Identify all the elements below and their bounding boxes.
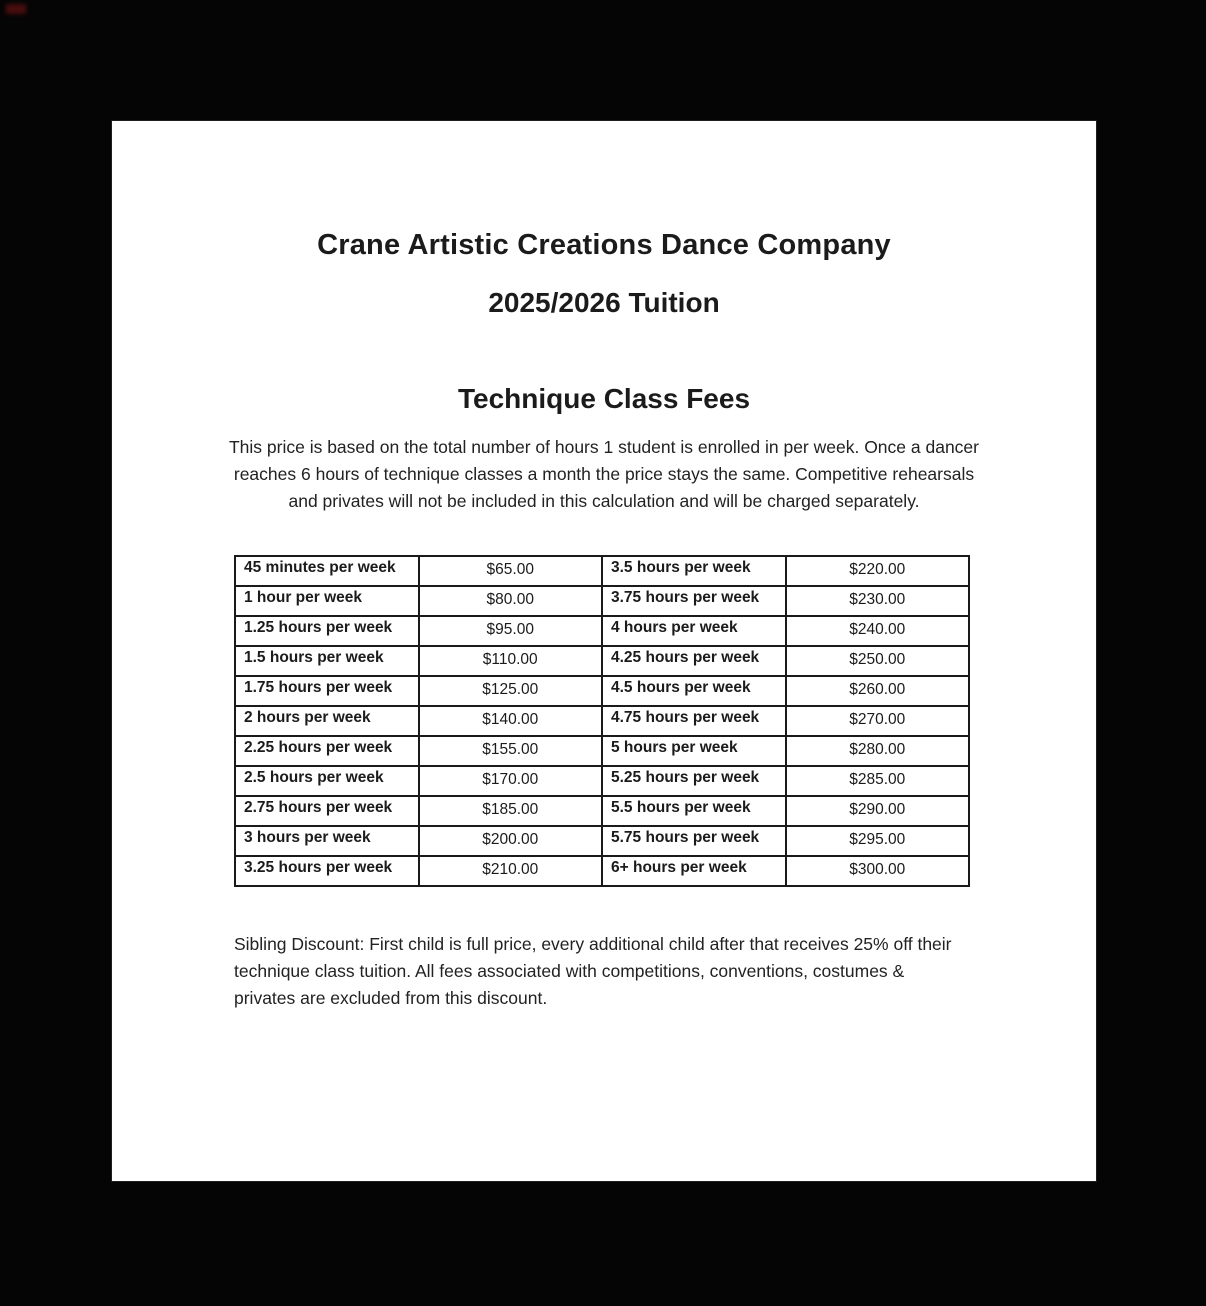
price-cell: $280.00	[786, 736, 970, 766]
price-cell: $230.00	[786, 586, 970, 616]
document-title: Crane Artistic Creations Dance Company	[317, 229, 891, 261]
duration-cell: 3.25 hours per week	[235, 856, 419, 886]
price-cell: $170.00	[419, 766, 603, 796]
price-cell: $110.00	[419, 646, 603, 676]
price-cell: $270.00	[786, 706, 970, 736]
table-row	[235, 616, 969, 646]
price-cell: $210.00	[419, 856, 603, 886]
table-row	[235, 736, 969, 766]
duration-cell: 4 hours per week	[602, 616, 786, 646]
table-row	[235, 676, 969, 706]
duration-cell: 5.5 hours per week	[602, 796, 786, 826]
document-subtitle: 2025/2026 Tuition	[488, 287, 720, 318]
duration-cell: 6+ hours per week	[602, 856, 786, 886]
document-page	[111, 120, 1097, 1182]
price-cell: $200.00	[419, 826, 603, 856]
duration-cell: 2 hours per week	[235, 706, 419, 736]
table-row	[235, 586, 969, 616]
price-cell: $185.00	[419, 796, 603, 826]
price-cell: $250.00	[786, 646, 970, 676]
table-row	[235, 556, 969, 586]
table-row	[235, 706, 969, 736]
duration-cell: 3 hours per week	[235, 826, 419, 856]
table-row	[235, 796, 969, 826]
screen-corner-artifact	[6, 4, 26, 14]
price-cell: $260.00	[786, 676, 970, 706]
duration-cell: 1.25 hours per week	[235, 616, 419, 646]
duration-cell: 1.75 hours per week	[235, 676, 419, 706]
duration-cell: 2.5 hours per week	[235, 766, 419, 796]
price-cell: $220.00	[786, 556, 970, 586]
duration-cell: 5.25 hours per week	[602, 766, 786, 796]
price-cell: $240.00	[786, 616, 970, 646]
price-cell: $140.00	[419, 706, 603, 736]
duration-cell: 5 hours per week	[602, 736, 786, 766]
intro-paragraph: This price is based on the total number of hours 1 student is enrolled in per week. Once a dancer reaches 6 hours of technique classes a month the price stays the same. Competitive rehearsals and privates will not be included in this calculation and will be charged separately.	[228, 437, 979, 511]
document-content	[111, 120, 1097, 1182]
duration-cell: 3.75 hours per week	[602, 586, 786, 616]
table-row	[235, 646, 969, 676]
price-cell: $295.00	[786, 826, 970, 856]
duration-cell: 4.25 hours per week	[602, 646, 786, 676]
duration-cell: 5.75 hours per week	[602, 826, 786, 856]
table-row	[235, 856, 969, 886]
duration-cell: 2.25 hours per week	[235, 736, 419, 766]
price-cell: $125.00	[419, 676, 603, 706]
section-heading-technique-class-fees: Technique Class Fees	[457, 383, 751, 414]
duration-cell: 1 hour per week	[235, 586, 419, 616]
price-cell: $300.00	[786, 856, 970, 886]
price-cell: $290.00	[786, 796, 970, 826]
price-cell: $80.00	[419, 586, 603, 616]
fees-table	[234, 555, 970, 887]
price-cell: $65.00	[419, 556, 603, 586]
duration-cell: 3.5 hours per week	[602, 556, 786, 586]
price-cell: $95.00	[419, 616, 603, 646]
duration-cell: 2.75 hours per week	[235, 796, 419, 826]
price-cell: $155.00	[419, 736, 603, 766]
duration-cell: 45 minutes per week	[235, 556, 419, 586]
table-row	[235, 826, 969, 856]
sibling-discount-paragraph: Sibling Discount: First child is full price, every additional child after that receives 25% off their technique class tuition. All fees associated with competitions, conventions, costumes & privates are excluded from this discount.	[234, 934, 952, 1008]
duration-cell: 4.5 hours per week	[602, 676, 786, 706]
fees-table-body	[235, 556, 969, 886]
table-row	[235, 766, 969, 796]
duration-cell: 4.75 hours per week	[602, 706, 786, 736]
duration-cell: 1.5 hours per week	[235, 646, 419, 676]
price-cell: $285.00	[786, 766, 970, 796]
